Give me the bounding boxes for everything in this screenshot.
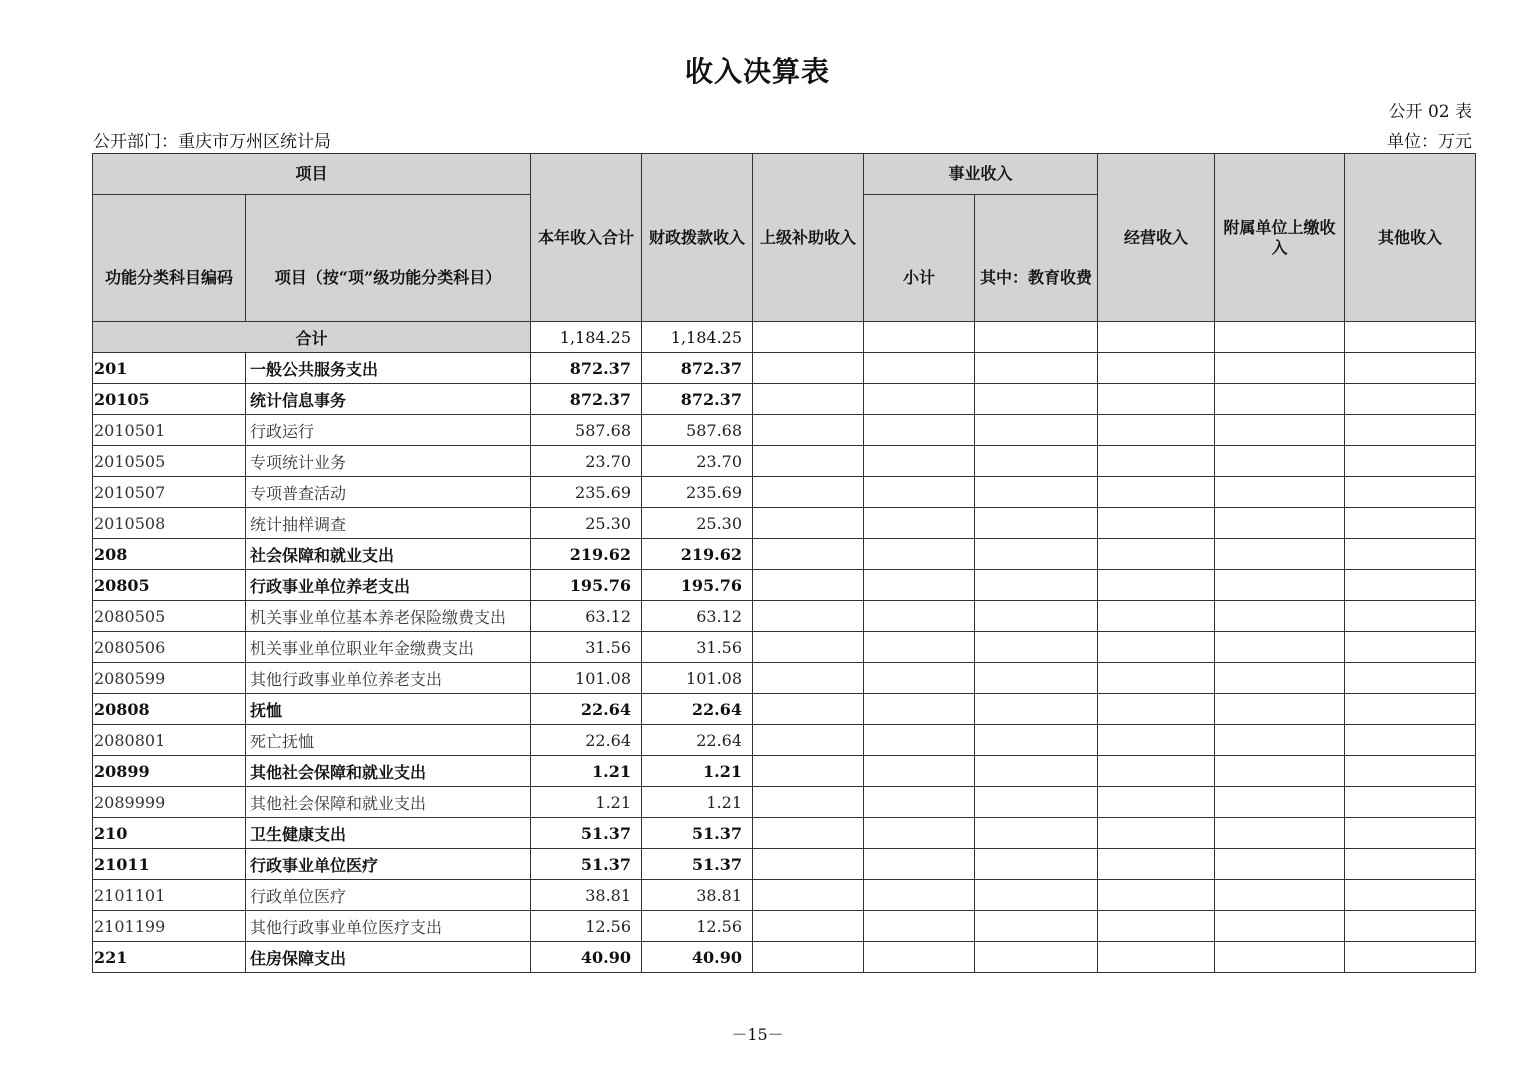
table-row: [93, 911, 1476, 942]
row-name: 行政单位医疗: [246, 880, 531, 911]
row-total-income: 872.37: [531, 384, 642, 415]
empty-cell: [1345, 942, 1476, 973]
empty-cell: [864, 880, 975, 911]
row-code: 2101199: [93, 911, 246, 942]
empty-cell: [753, 725, 864, 756]
row-fiscal: 38.81: [642, 880, 753, 911]
empty-cell: [753, 632, 864, 663]
department-label: 公开部门：重庆市万州区统计局: [93, 132, 331, 152]
row-code: 2101101: [93, 880, 246, 911]
empty-cell: [1098, 880, 1215, 911]
empty-cell: [1345, 818, 1476, 849]
total-row: [93, 322, 1476, 353]
row-name: 其他行政事业单位医疗支出: [246, 911, 531, 942]
row-fiscal: 872.37: [642, 384, 753, 415]
row-name: 行政事业单位医疗: [246, 849, 531, 880]
empty-cell: [864, 725, 975, 756]
empty-cell: [1215, 849, 1345, 880]
row-code: 208: [93, 539, 246, 570]
empty-cell: [975, 446, 1098, 477]
row-name: 其他社会保障和就业支出: [246, 787, 531, 818]
row-fiscal: 1.21: [642, 787, 753, 818]
empty-cell: [753, 663, 864, 694]
table-body: [93, 322, 1476, 973]
page-number: －15－: [731, 1025, 784, 1044]
empty-cell: [1215, 477, 1345, 508]
empty-cell: [753, 384, 864, 415]
empty-cell: [753, 787, 864, 818]
table-row: [93, 477, 1476, 508]
row-name: 机关事业单位基本养老保险缴费支出: [246, 601, 531, 632]
empty-cell: [1098, 384, 1215, 415]
empty-cell: [1215, 818, 1345, 849]
row-name: 卫生健康支出: [246, 818, 531, 849]
empty-cell: [753, 508, 864, 539]
row-fiscal: 22.64: [642, 694, 753, 725]
empty-cell: [753, 353, 864, 384]
empty-cell: [1215, 880, 1345, 911]
row-fiscal: 1.21: [642, 756, 753, 787]
empty-cell: [1345, 446, 1476, 477]
row-fiscal: 25.30: [642, 508, 753, 539]
header-total-income: 本年收入合计: [531, 154, 642, 322]
header-affiliated: 附属单位上缴收入: [1215, 154, 1345, 322]
empty-cell: [1098, 322, 1215, 353]
empty-cell: [975, 601, 1098, 632]
row-fiscal: 31.56: [642, 632, 753, 663]
empty-cell: [1098, 911, 1215, 942]
empty-cell: [864, 601, 975, 632]
row-total-income: 195.76: [531, 570, 642, 601]
empty-cell: [975, 322, 1098, 353]
empty-cell: [1098, 570, 1215, 601]
empty-cell: [1345, 601, 1476, 632]
empty-cell: [1098, 353, 1215, 384]
empty-cell: [975, 477, 1098, 508]
table-row: [93, 601, 1476, 632]
empty-cell: [753, 880, 864, 911]
row-total-income: 587.68: [531, 415, 642, 446]
empty-cell: [753, 849, 864, 880]
row-name: 专项统计业务: [246, 446, 531, 477]
table-row: [93, 849, 1476, 880]
empty-cell: [753, 570, 864, 601]
empty-cell: [1345, 756, 1476, 787]
row-code: 20899: [93, 756, 246, 787]
empty-cell: [1098, 508, 1215, 539]
empty-cell: [1215, 787, 1345, 818]
empty-cell: [1215, 539, 1345, 570]
row-code: 2080801: [93, 725, 246, 756]
row-total-income: 219.62: [531, 539, 642, 570]
row-total-income: 23.70: [531, 446, 642, 477]
empty-cell: [1345, 539, 1476, 570]
row-code: 20105: [93, 384, 246, 415]
empty-cell: [753, 539, 864, 570]
header-operating: 经营收入: [1098, 154, 1215, 322]
empty-cell: [864, 570, 975, 601]
row-fiscal: 235.69: [642, 477, 753, 508]
table-row: [93, 384, 1476, 415]
empty-cell: [1098, 477, 1215, 508]
table-number: 公开 02 表: [1388, 102, 1472, 122]
empty-cell: [1215, 446, 1345, 477]
empty-cell: [1345, 353, 1476, 384]
row-code: 2089999: [93, 787, 246, 818]
empty-cell: [753, 694, 864, 725]
empty-cell: [864, 632, 975, 663]
empty-cell: [1345, 632, 1476, 663]
empty-cell: [975, 508, 1098, 539]
row-code: 2010507: [93, 477, 246, 508]
empty-cell: [1098, 415, 1215, 446]
total-fiscal-value: 1,184.25: [642, 322, 753, 353]
empty-cell: [753, 446, 864, 477]
table-row: [93, 725, 1476, 756]
empty-cell: [1215, 756, 1345, 787]
row-total-income: 40.90: [531, 942, 642, 973]
row-name: 统计信息事务: [246, 384, 531, 415]
row-total-income: 25.30: [531, 508, 642, 539]
row-code: 21011: [93, 849, 246, 880]
row-total-income: 12.56: [531, 911, 642, 942]
empty-cell: [975, 694, 1098, 725]
empty-cell: [1215, 911, 1345, 942]
empty-cell: [975, 849, 1098, 880]
empty-cell: [975, 911, 1098, 942]
empty-cell: [1345, 694, 1476, 725]
empty-cell: [864, 787, 975, 818]
empty-cell: [1215, 725, 1345, 756]
empty-cell: [975, 787, 1098, 818]
empty-cell: [864, 663, 975, 694]
empty-cell: [1098, 632, 1215, 663]
empty-cell: [753, 477, 864, 508]
table-row: [93, 508, 1476, 539]
header-func-code: 功能分类科目编码: [93, 195, 246, 322]
row-fiscal: 40.90: [642, 942, 753, 973]
empty-cell: [864, 384, 975, 415]
row-fiscal: 12.56: [642, 911, 753, 942]
empty-cell: [1215, 322, 1345, 353]
empty-cell: [1215, 694, 1345, 725]
row-code: 2080506: [93, 632, 246, 663]
table-row: [93, 539, 1476, 570]
empty-cell: [975, 632, 1098, 663]
row-code: 201: [93, 353, 246, 384]
header-education-fee: 其中：教育收费: [975, 195, 1098, 322]
row-code: 2010501: [93, 415, 246, 446]
empty-cell: [864, 539, 975, 570]
empty-cell: [1098, 756, 1215, 787]
empty-cell: [1345, 570, 1476, 601]
empty-cell: [1098, 694, 1215, 725]
empty-cell: [1215, 632, 1345, 663]
row-code: 2080505: [93, 601, 246, 632]
empty-cell: [1345, 415, 1476, 446]
row-fiscal: 51.37: [642, 818, 753, 849]
row-total-income: 1.21: [531, 787, 642, 818]
row-code: 2080599: [93, 663, 246, 694]
row-code: 221: [93, 942, 246, 973]
row-fiscal: 22.64: [642, 725, 753, 756]
table-row: [93, 942, 1476, 973]
table-row: [93, 694, 1476, 725]
header-project: 项目: [93, 154, 531, 195]
empty-cell: [1345, 787, 1476, 818]
empty-cell: [1345, 663, 1476, 694]
row-name: 机关事业单位职业年金缴费支出: [246, 632, 531, 663]
empty-cell: [753, 601, 864, 632]
row-name: 行政运行: [246, 415, 531, 446]
empty-cell: [1098, 446, 1215, 477]
empty-cell: [753, 756, 864, 787]
row-total-income: 63.12: [531, 601, 642, 632]
empty-cell: [1098, 725, 1215, 756]
row-fiscal: 195.76: [642, 570, 753, 601]
empty-cell: [1345, 508, 1476, 539]
table-row: [93, 446, 1476, 477]
empty-cell: [753, 818, 864, 849]
empty-cell: [1345, 384, 1476, 415]
empty-cell: [975, 353, 1098, 384]
page-title: 收入决算表: [684, 55, 830, 88]
empty-cell: [864, 353, 975, 384]
header-other: 其他收入: [1345, 154, 1476, 322]
row-total-income: 51.37: [531, 849, 642, 880]
empty-cell: [1098, 663, 1215, 694]
table-row: [93, 570, 1476, 601]
header-superior-subsidy: 上级补助收入: [753, 154, 864, 322]
empty-cell: [975, 384, 1098, 415]
empty-cell: [975, 818, 1098, 849]
empty-cell: [864, 446, 975, 477]
empty-cell: [975, 880, 1098, 911]
empty-cell: [864, 818, 975, 849]
row-code: 210: [93, 818, 246, 849]
row-total-income: 31.56: [531, 632, 642, 663]
empty-cell: [1098, 818, 1215, 849]
empty-cell: [864, 942, 975, 973]
table-row: [93, 663, 1476, 694]
row-name: 一般公共服务支出: [246, 353, 531, 384]
header-business-income: 事业收入: [864, 154, 1098, 195]
header-fiscal: 财政拨款收入: [642, 154, 753, 322]
empty-cell: [1345, 911, 1476, 942]
row-fiscal: 63.12: [642, 601, 753, 632]
empty-cell: [1215, 601, 1345, 632]
empty-cell: [864, 756, 975, 787]
row-fiscal: 219.62: [642, 539, 753, 570]
empty-cell: [1215, 415, 1345, 446]
row-fiscal: 23.70: [642, 446, 753, 477]
empty-cell: [1098, 942, 1215, 973]
empty-cell: [864, 694, 975, 725]
row-name: 其他社会保障和就业支出: [246, 756, 531, 787]
table-header: [93, 154, 1476, 322]
empty-cell: [1215, 508, 1345, 539]
header-subtotal: 小计: [864, 195, 975, 322]
row-code: 2010505: [93, 446, 246, 477]
empty-cell: [864, 322, 975, 353]
empty-cell: [1345, 880, 1476, 911]
row-name: 行政事业单位养老支出: [246, 570, 531, 601]
row-code: 20805: [93, 570, 246, 601]
empty-cell: [975, 725, 1098, 756]
empty-cell: [864, 911, 975, 942]
empty-cell: [1098, 601, 1215, 632]
empty-cell: [1215, 570, 1345, 601]
row-name: 抚恤: [246, 694, 531, 725]
empty-cell: [864, 477, 975, 508]
empty-cell: [975, 539, 1098, 570]
row-name: 专项普查活动: [246, 477, 531, 508]
empty-cell: [1215, 353, 1345, 384]
row-total-income: 235.69: [531, 477, 642, 508]
empty-cell: [753, 322, 864, 353]
row-total-income: 1.21: [531, 756, 642, 787]
empty-cell: [1098, 849, 1215, 880]
row-name: 社会保障和就业支出: [246, 539, 531, 570]
empty-cell: [1098, 787, 1215, 818]
empty-cell: [1345, 849, 1476, 880]
row-total-income: 101.08: [531, 663, 642, 694]
row-total-income: 38.81: [531, 880, 642, 911]
row-total-income: 22.64: [531, 694, 642, 725]
row-name: 住房保障支出: [246, 942, 531, 973]
empty-cell: [1345, 477, 1476, 508]
empty-cell: [864, 415, 975, 446]
empty-cell: [975, 570, 1098, 601]
empty-cell: [753, 911, 864, 942]
row-code: 2010508: [93, 508, 246, 539]
row-name: 统计抽样调查: [246, 508, 531, 539]
empty-cell: [1345, 322, 1476, 353]
header-project-item: 项目（按“项”级功能分类科目）: [246, 195, 531, 322]
table-row: [93, 818, 1476, 849]
empty-cell: [1098, 539, 1215, 570]
total-income-value: 1,184.25: [531, 322, 642, 353]
row-fiscal: 51.37: [642, 849, 753, 880]
empty-cell: [1215, 942, 1345, 973]
table-row: [93, 756, 1476, 787]
empty-cell: [864, 508, 975, 539]
table-row: [93, 353, 1476, 384]
row-name: 其他行政事业单位养老支出: [246, 663, 531, 694]
total-label: 合计: [93, 322, 531, 353]
empty-cell: [975, 942, 1098, 973]
row-total-income: 22.64: [531, 725, 642, 756]
empty-cell: [1215, 384, 1345, 415]
income-table: [92, 153, 1476, 973]
table-row: [93, 787, 1476, 818]
row-code: 20808: [93, 694, 246, 725]
row-name: 死亡抚恤: [246, 725, 531, 756]
table-row: [93, 415, 1476, 446]
empty-cell: [753, 942, 864, 973]
row-total-income: 872.37: [531, 353, 642, 384]
empty-cell: [1215, 663, 1345, 694]
empty-cell: [864, 849, 975, 880]
empty-cell: [753, 415, 864, 446]
unit-label: 单位：万元: [1387, 132, 1472, 152]
empty-cell: [975, 415, 1098, 446]
empty-cell: [1345, 725, 1476, 756]
table-row: [93, 880, 1476, 911]
empty-cell: [975, 663, 1098, 694]
row-fiscal: 872.37: [642, 353, 753, 384]
empty-cell: [975, 756, 1098, 787]
row-fiscal: 587.68: [642, 415, 753, 446]
row-total-income: 51.37: [531, 818, 642, 849]
table-row: [93, 632, 1476, 663]
row-fiscal: 101.08: [642, 663, 753, 694]
